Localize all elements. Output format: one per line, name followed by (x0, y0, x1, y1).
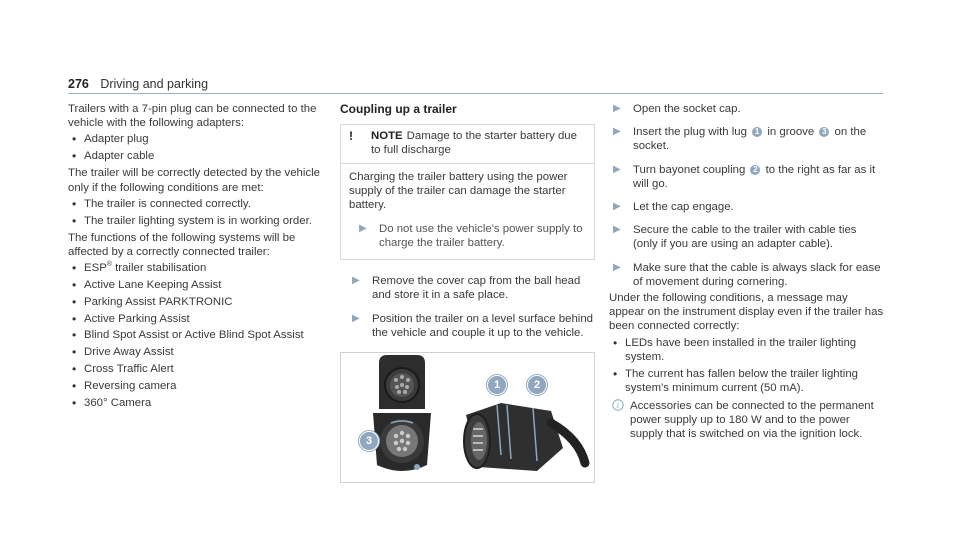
info-icon (609, 399, 630, 442)
note-step (349, 222, 586, 250)
trailer-socket-graphic (373, 355, 431, 471)
info-note (609, 399, 884, 442)
note-label: NOTE (371, 130, 403, 143)
step-item (609, 125, 884, 153)
step-text (633, 125, 884, 153)
step-item (340, 312, 594, 340)
callout-2: 2 (527, 375, 547, 395)
step-text-part: to the right as far as it will go. (633, 163, 876, 190)
callout-ref: 3 (819, 127, 829, 137)
adapter-list (68, 132, 333, 163)
note-step-text: Do not use the vehicle's power supply to charge the trailer battery. (379, 223, 583, 250)
list-item: • Adapter plug (68, 132, 333, 146)
page-number: 276 (68, 77, 89, 91)
callout-3: 3 (359, 431, 379, 451)
callout-ref: 1 (752, 127, 762, 137)
step-item (609, 102, 884, 116)
coupling-title: Coupling up a trailer (340, 102, 457, 116)
systems-list (68, 261, 333, 410)
message-conditions (609, 336, 884, 395)
info-glyph: i (616, 401, 620, 411)
step-item (609, 223, 884, 251)
step-item (609, 163, 884, 191)
step-arrow-icon: ▶ (359, 223, 367, 235)
list-item (68, 261, 333, 275)
section-title: Driving and parking (100, 77, 209, 91)
trailer-socket-illustration (340, 352, 595, 483)
adapters-intro: Trailers with a 7-pin plug can be connected to the vehicle with the following adapters: (68, 103, 317, 130)
column-left (68, 102, 333, 413)
step-arrow-icon: ▶ (613, 261, 621, 273)
header-rule (68, 93, 883, 94)
list-item: • Parking Assist PARKTRONIC (68, 295, 333, 309)
step-arrow-icon: ▶ (352, 313, 360, 325)
condition-list (68, 197, 333, 228)
registered-mark: ® (106, 261, 112, 269)
list-item: • 360° Camera (68, 396, 333, 410)
coupling-steps (340, 274, 594, 341)
list-item: • Cross Traffic Alert (68, 362, 333, 376)
list-item: • The trailer lighting system is in working order. (68, 214, 333, 228)
list-item: • Active Parking Assist (68, 312, 333, 326)
step-text-part: in groove (767, 126, 815, 139)
step-arrow-icon: ▶ (613, 126, 621, 138)
list-item: • The trailer is connected correctly. (68, 197, 333, 211)
list-item: • Drive Away Assist (68, 345, 333, 359)
trailer-plug-graphic (464, 403, 585, 471)
callout-1: 1 (487, 375, 507, 395)
step-text: Open the socket cap. (633, 103, 741, 115)
list-item: • LEDs have been installed in the trailer lighting system. (609, 336, 884, 364)
socket-plug-drawing (341, 353, 594, 482)
step-text: Remove the cover cap from the ball head and store it in a safe place. (372, 274, 581, 301)
esp-name: ESP (84, 262, 107, 275)
list-item: • Adapter cable (68, 149, 333, 163)
step-arrow-icon: ▶ (613, 201, 621, 213)
step-item (340, 274, 594, 302)
note-body (341, 164, 594, 259)
step-arrow-icon: ▶ (352, 274, 360, 286)
note-text: Charging the trailer battery using the power supply of the trailer can damage the starter battery. (349, 170, 568, 212)
step-text (633, 163, 884, 191)
warning-icon: ! (349, 129, 353, 144)
step-item (609, 200, 884, 214)
note-heading: Damage to the starter battery due to full discharge (371, 130, 577, 157)
step-text-part: Insert the plug with lug (633, 126, 747, 139)
step-item (609, 261, 884, 289)
detection-text: The trailer will be correctly detected by the vehicle only if the following conditions are met: (68, 167, 320, 194)
note-box (340, 124, 595, 259)
step-text-part: on the socket. (633, 126, 867, 153)
step-arrow-icon: ▶ (613, 224, 621, 236)
functions-text: The functions of the following systems will be affected by a correctly connected trailer: (68, 231, 296, 259)
info-text: Accessories can be connected to the permanent power supply up to 180 W and to the power supply that is switched on via the ignition lock. (630, 400, 874, 441)
list-item: • Active Lane Keeping Assist (68, 278, 333, 292)
list-item: • Blind Spot Assist or Active Blind Spot Assist (68, 328, 333, 342)
page-header (68, 77, 208, 91)
step-text: Secure the cable to the trailer with cable ties (only if you are using an adapter cable). (633, 224, 857, 251)
esp-suffix: trailer stabilisation (111, 262, 207, 275)
step-text-part: Turn bayonet coupling (633, 163, 746, 176)
column-middle (340, 102, 594, 483)
message-text: Under the following conditions, a message may appear on the instrument display even if the trailer has been connected correctly: (609, 292, 884, 333)
column-right (609, 102, 884, 442)
callout-ref: 2 (750, 165, 760, 175)
step-text: Make sure that the cable is always slack for ease of movement during cornering. (633, 261, 881, 288)
step-text: Let the cap engage. (633, 201, 734, 214)
note-header (341, 125, 594, 163)
step-text: Position the trailer on a level surface behind the vehicle and couple it up to the vehicle. (372, 313, 593, 340)
list-item: • The current has fallen below the trailer lighting system's minimum current (50 mA). (609, 367, 884, 395)
step-arrow-icon: ▶ (613, 103, 621, 114)
step-arrow-icon: ▶ (613, 163, 621, 175)
list-item: • Reversing camera (68, 379, 333, 393)
